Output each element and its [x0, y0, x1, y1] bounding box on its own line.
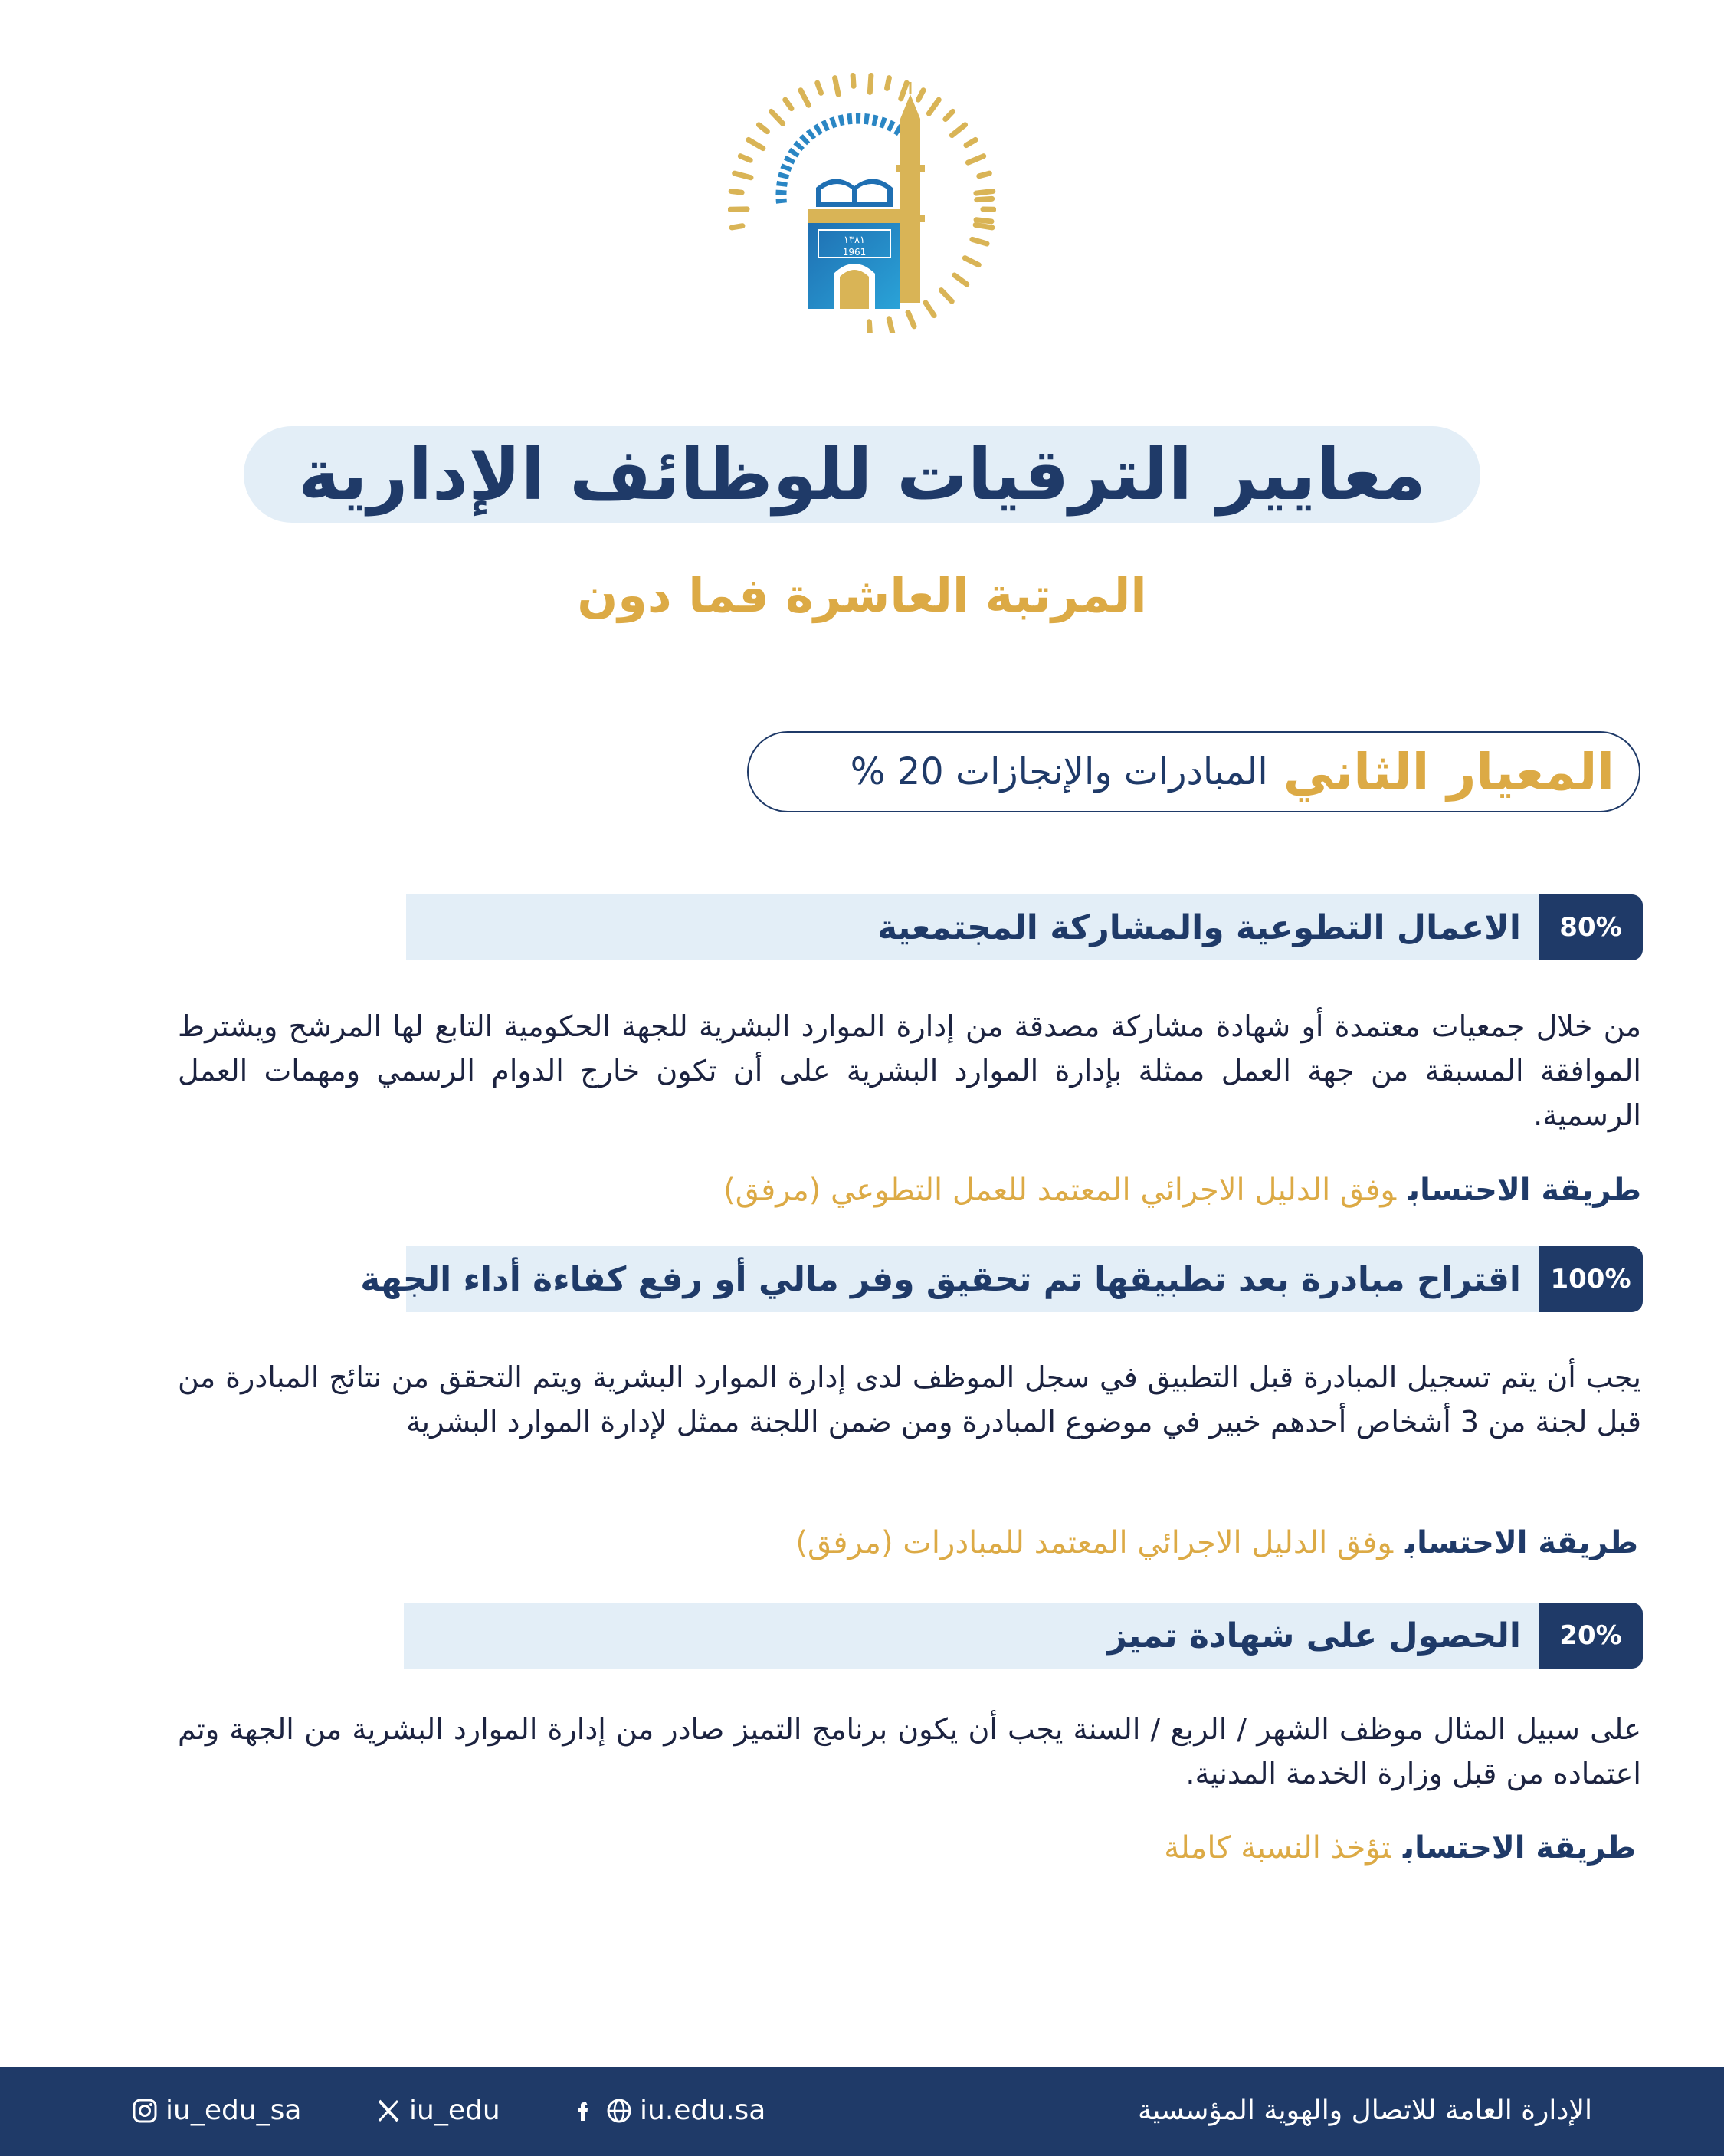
logo-ray: [731, 192, 742, 193]
logo-ray: [976, 192, 993, 194]
logo-ray: [965, 258, 978, 265]
logo-ray: [979, 173, 990, 176]
logo-ray: [869, 322, 870, 333]
footer-x-link[interactable]: [374, 2095, 500, 2126]
logo-ray: [785, 100, 792, 108]
logo-ray: [975, 225, 992, 227]
logo-ray: [972, 239, 987, 244]
facebook-icon: [569, 2096, 598, 2125]
logo-ray: [887, 78, 890, 89]
website-text: iu.edu.sa: [640, 2095, 766, 2126]
section-body: يجب أن يتم تسجيل المبادرة قبل التطبيق في سجل الموظف لدى إدارة الموارد البشرية ويتم التحقق من نتائج المبادرة من قبل لجنة من 3 أشخاص أحدهم خبير في موضوع المبادرة ومن ضمن اللجنة ممثل لإدارة الموارد البشرية: [178, 1360, 1641, 1439]
method-label: طريقة الاحتساب: [1405, 1525, 1638, 1560]
logo-ray: [929, 100, 939, 113]
svg-text:1961: 1961: [842, 247, 867, 258]
calculation-method: [723, 1173, 1641, 1208]
footer-department: الإدارة العامة للاتصال والهوية المؤسسية: [1138, 2095, 1592, 2126]
page-title: معايير الترقيات للوظائف الإدارية: [298, 433, 1426, 516]
footer-instagram-link[interactable]: [130, 2095, 301, 2126]
logo-ray: [976, 220, 991, 222]
logo-ray: [966, 139, 975, 145]
logo-ray: [732, 226, 742, 228]
globe-icon: [605, 2096, 634, 2125]
section-body: على سبيل المثال موظف الشهر / الربع / السنة يجب أن يكون برنامج التميز صادر من إدارة الموارد البشرية من الجهة وتم اعتماده من قبل وزارة الخدمة المدنية.: [178, 1712, 1641, 1790]
logo-ray: [955, 275, 967, 284]
section-title: الحصول على شهادة تميز: [1107, 1616, 1521, 1656]
logo-ray: [952, 125, 965, 136]
method-value: وفق الدليل الاجرائي المعتمد للمبادرات (مرفق): [795, 1525, 1394, 1560]
section-title: الاعمال التطوعية والمشاركة المجتمعية: [877, 907, 1521, 947]
logo-ray: [908, 312, 914, 326]
logo-ray: [926, 303, 934, 316]
x-handle-text: iu_edu: [409, 2095, 500, 2126]
section-percent-badge: 80%: [1539, 894, 1643, 960]
logo-ray: [735, 173, 751, 178]
criterion-label: المعيار الثاني: [1283, 742, 1614, 802]
section-percent-badge: 100%: [1539, 1246, 1643, 1312]
logo-ray: [740, 156, 750, 160]
section-percent-badge: 20%: [1539, 1603, 1643, 1669]
instagram-icon: [130, 2096, 159, 2125]
logo-ray: [889, 319, 893, 333]
logo-ray: [968, 156, 983, 162]
logo-ray: [771, 111, 782, 123]
svg-text:١٣٨١: ١٣٨١: [844, 235, 865, 246]
logo-ray: [801, 90, 808, 105]
logo-ray: [870, 75, 871, 92]
calculation-method: [1164, 1830, 1636, 1866]
section-title: اقتراح مبادرة بعد تطبيقها تم تحقيق وفر مالي أو رفع كفاءة أداء الجهة: [360, 1259, 1521, 1299]
instagram-handle-text: iu_edu_sa: [166, 2095, 302, 2126]
method-value: تؤخذ النسبة كاملة: [1164, 1830, 1391, 1866]
logo-ray: [941, 290, 952, 301]
section-body: من خلال جمعيات معتمدة أو شهادة مشاركة مصدقة من إدارة الموارد البشرية للجهة الحكومية التابع لها المرشح ويشترط الموافقة المسبقة من جهة العمل ممثلة بإدارة الموارد البشرية على أن تكون خارج الدوام الرسمي ومهمات العمل الرسمية.: [178, 1009, 1641, 1132]
page-subtitle: المرتبة العاشرة فما دون: [577, 567, 1147, 623]
logo-ray: [759, 125, 767, 132]
method-label: طريقة الاحتساب: [1403, 1830, 1636, 1866]
x-icon: [374, 2096, 403, 2125]
method-value: وفق الدليل الاجرائي المعتمد للعمل التطوعي (مرفق): [723, 1173, 1397, 1208]
logo-ray: [749, 139, 763, 148]
logo-ray: [918, 90, 923, 100]
calculation-method: [795, 1525, 1638, 1560]
footer-website-link[interactable]: [569, 2095, 765, 2126]
method-label: طريقة الاحتساب: [1408, 1173, 1641, 1208]
logo-ray: [901, 83, 906, 99]
university-logo: [728, 73, 996, 333]
criterion-text: المبادرات والإنجازات 20 %: [850, 750, 1268, 793]
criterion-box: [747, 731, 1640, 812]
logo-ray: [946, 111, 953, 119]
logo-ray: [853, 75, 854, 86]
logo-ray: [818, 83, 821, 93]
logo-ray: [835, 78, 839, 95]
